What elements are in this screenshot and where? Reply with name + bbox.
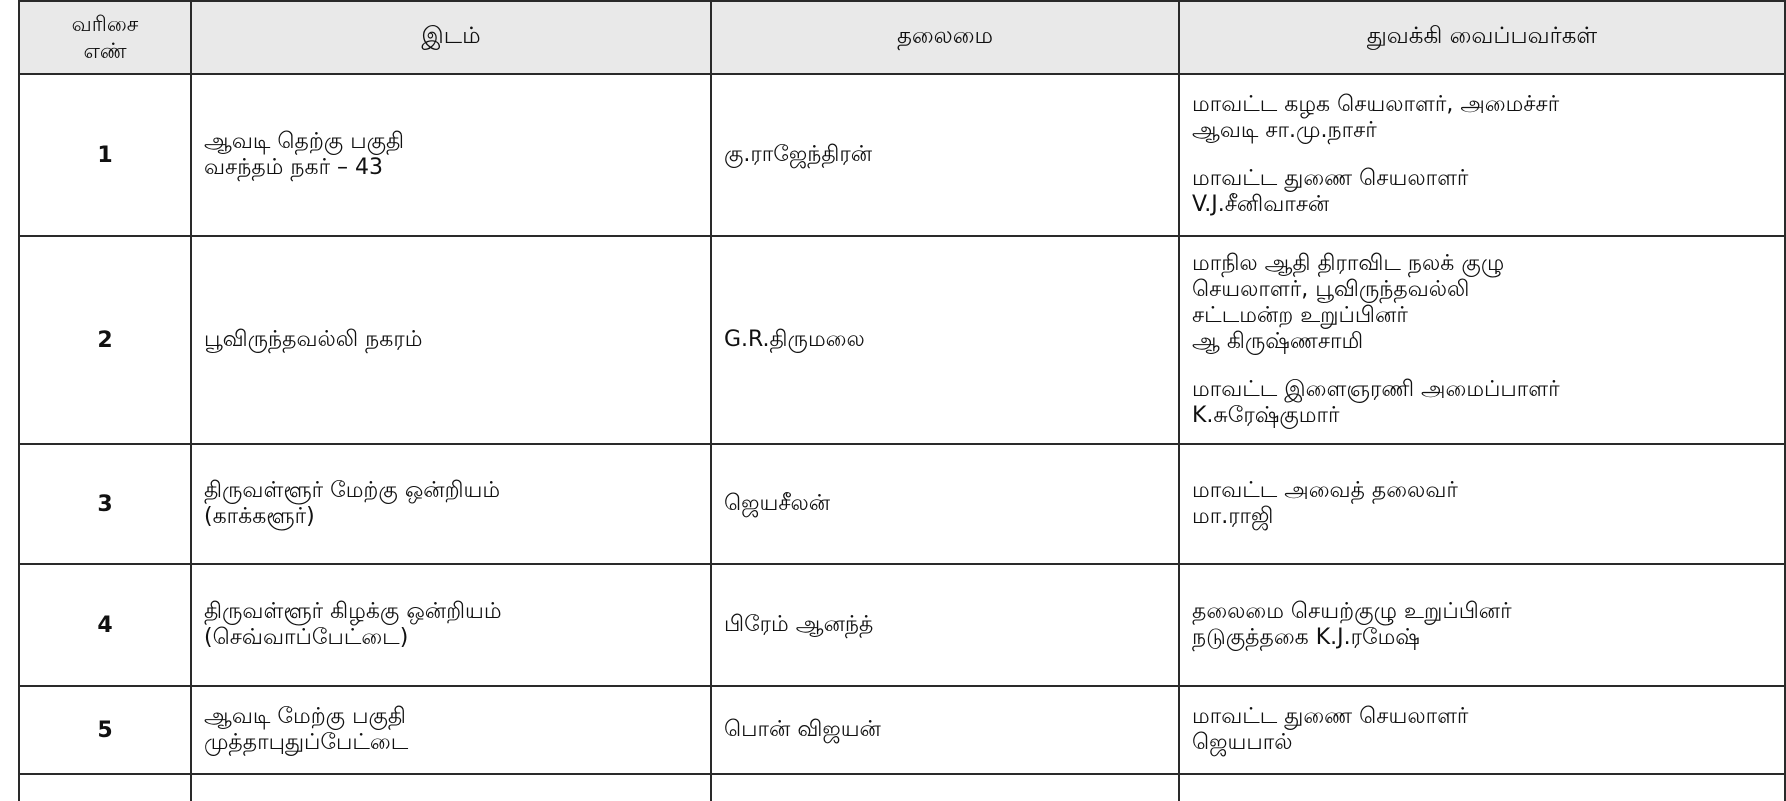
opener-line: செயலாளர், பூவிருந்தவல்லி — [1192, 277, 1470, 302]
opener-line: மாவட்ட இளைஞரணி அமைப்பாளர் — [1192, 377, 1560, 402]
leader-cell: பொன் விஜயன் — [711, 686, 1179, 774]
openers-cell — [1179, 686, 1785, 774]
serial-cell: 1 — [19, 74, 191, 236]
opener-line: K.சுரேஷ்குமார் — [1192, 403, 1340, 428]
place-line: முத்தாபுதுப்பேட்டை — [204, 730, 409, 755]
opener-line: மாவட்ட துணை செயலாளர் — [1192, 166, 1469, 191]
place-cell — [191, 74, 711, 236]
header-serial — [19, 1, 191, 74]
openers-cell — [1179, 236, 1785, 444]
place-line: திருவள்ளூர் கிழக்கு ஒன்றியம் — [204, 599, 502, 624]
ceremony-schedule-table — [18, 0, 1786, 801]
place-line: (செவ்வாப்பேட்டை) — [204, 625, 409, 650]
partial-cell — [191, 774, 711, 801]
leader-cell: ஜெயசீலன் — [711, 444, 1179, 564]
table-row — [19, 686, 1785, 774]
leader-cell: கு.ராஜேந்திரன் — [711, 74, 1179, 236]
opener-line: ஜெயபால் — [1192, 730, 1293, 755]
place-cell — [191, 444, 711, 564]
opener-line: ஆ கிருஷ்ணசாமி — [1192, 329, 1364, 354]
leader-cell: G.R.திருமலை — [711, 236, 1179, 444]
opener-line: மாவட்ட துணை செயலாளர் — [1192, 704, 1469, 729]
place-line: பூவிருந்தவல்லி நகரம் — [204, 327, 423, 352]
place-line: திருவள்ளூர் மேற்கு ஒன்றியம் — [204, 478, 501, 503]
partial-cell — [711, 774, 1179, 801]
place-line: வசந்தம் நகர் – 43 — [204, 155, 384, 180]
partial-cell — [19, 774, 191, 801]
partial-cell — [1179, 774, 1785, 801]
leader-cell: பிரேம் ஆனந்த் — [711, 564, 1179, 686]
place-line: ஆவடி தெற்கு பகுதி — [204, 129, 405, 154]
opener-line: நடுகுத்தகை K.J.ரமேஷ் — [1192, 625, 1420, 650]
serial-cell: 4 — [19, 564, 191, 686]
opener-line: V.J.சீனிவாசன் — [1192, 192, 1330, 217]
opener-line: ஆவடி சா.மு.நாசர் — [1192, 118, 1377, 143]
table-row — [19, 74, 1785, 236]
opener-line: மாநில ஆதி திராவிட நலக் குழு — [1192, 251, 1505, 276]
serial-cell: 3 — [19, 444, 191, 564]
place-line: ஆவடி மேற்கு பகுதி — [204, 704, 406, 729]
table-row — [19, 444, 1785, 564]
openers-cell — [1179, 564, 1785, 686]
opener-line: சட்டமன்ற உறுப்பினர் — [1192, 303, 1408, 328]
serial-cell: 5 — [19, 686, 191, 774]
header-openers: துவக்கி வைப்பவர்கள் — [1179, 1, 1785, 74]
header-place: இடம் — [191, 1, 711, 74]
table-row — [19, 236, 1785, 444]
opener-line: மா.ராஜி — [1192, 504, 1274, 529]
opener-line: மாவட்ட அவைத் தலைவர் — [1192, 478, 1458, 503]
place-cell — [191, 564, 711, 686]
opener-line: தலைமை செயற்குழு உறுப்பினர் — [1192, 599, 1512, 624]
table-row-partial — [19, 774, 1785, 801]
place-line: (காக்களூர்) — [204, 504, 315, 529]
serial-cell: 2 — [19, 236, 191, 444]
opener-line: மாவட்ட கழக செயலாளர், அமைச்சர் — [1192, 92, 1560, 117]
table-row — [19, 564, 1785, 686]
header-serial-line1: வரிசை — [71, 11, 139, 36]
table-header-row — [19, 1, 1785, 74]
place-cell — [191, 686, 711, 774]
header-leader: தலைமை — [711, 1, 1179, 74]
openers-cell — [1179, 74, 1785, 236]
header-serial-line2: எண் — [83, 38, 127, 63]
openers-cell — [1179, 444, 1785, 564]
place-cell — [191, 236, 711, 444]
